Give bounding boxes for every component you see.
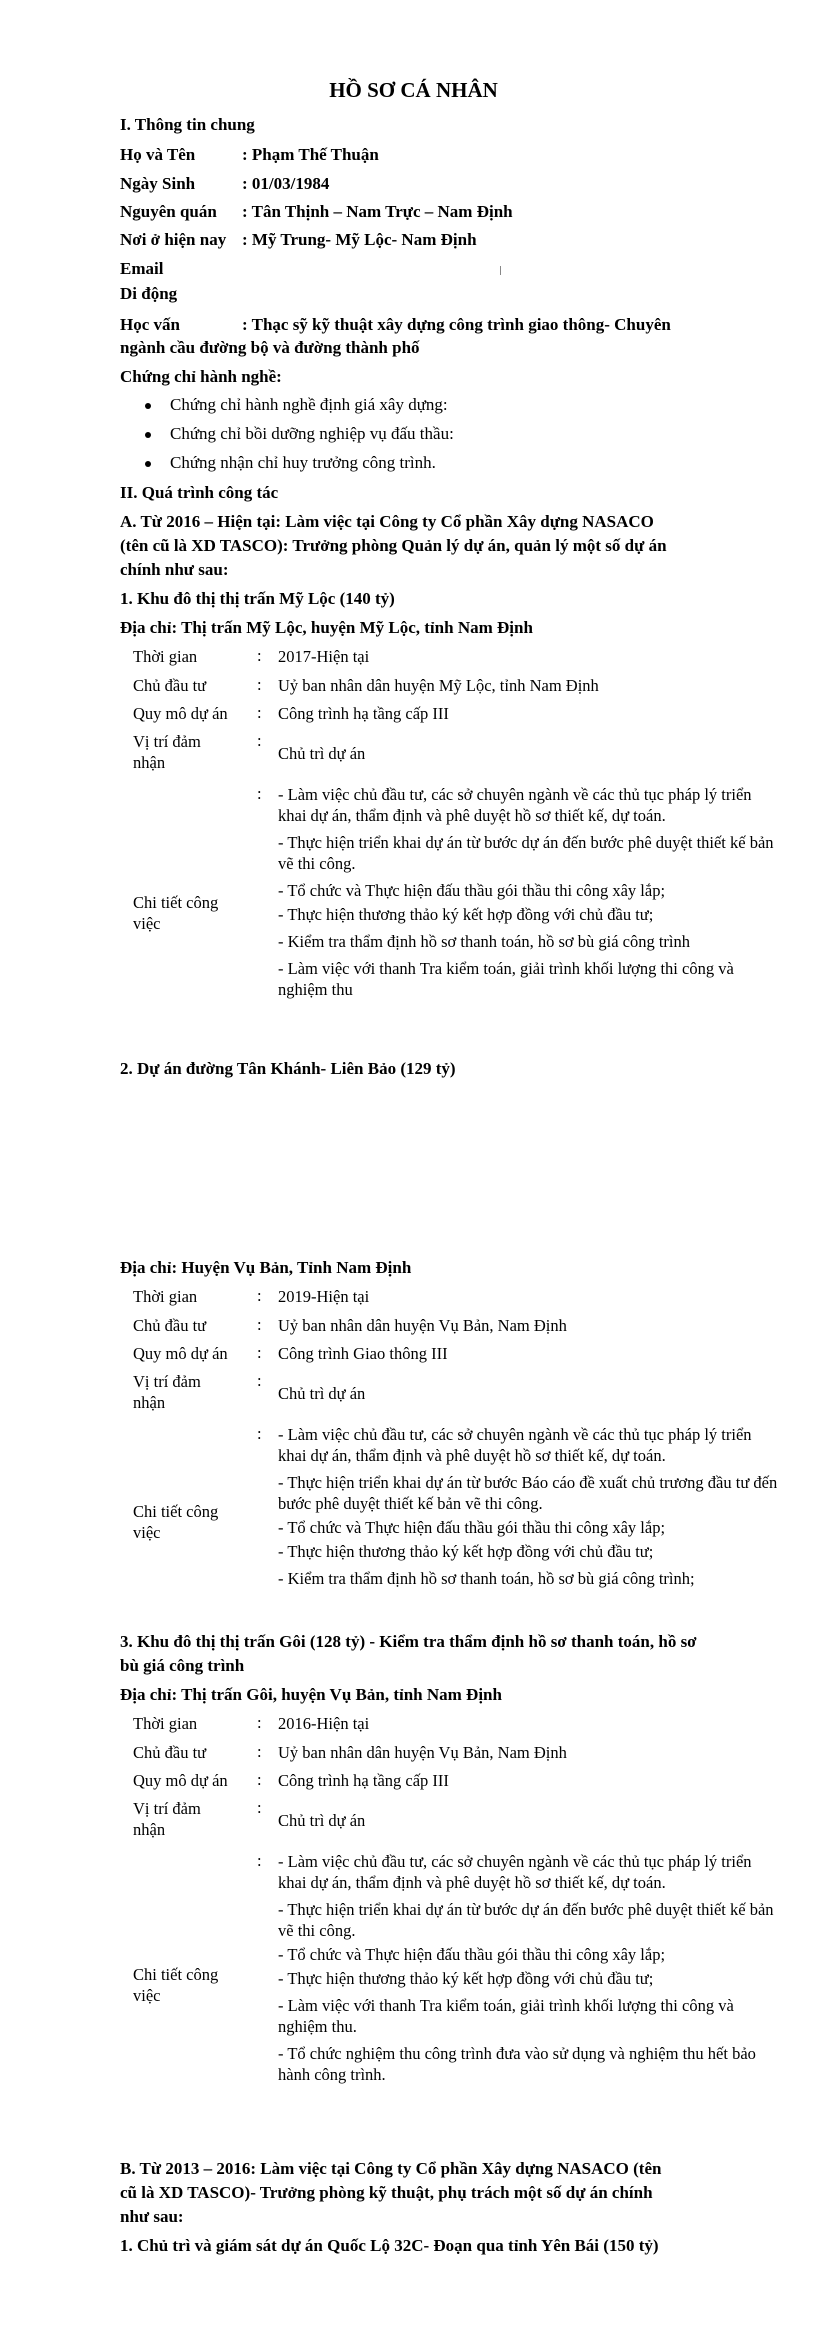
detail-list [278, 1424, 778, 1595]
part-b-line1: B. Từ 2013 – 2016: Làm việc tại Công ty Cổ phần Xây dựng NASACO (tên [120, 2159, 662, 2178]
part-b-line2: cũ là XD TASCO)- Trưởng phòng kỹ thuật, phụ trách một số dự án chính [120, 2183, 653, 2202]
row-colon: : [257, 675, 262, 694]
cert-text: Chứng chỉ bồi dưỡng nghiệp vụ đấu thầu: [170, 424, 454, 443]
row-label: Quy mô dự án [133, 704, 228, 723]
part-b-project1-heading: 1. Chủ trì và giám sát dự án Quốc Lộ 32C- Đoạn qua tỉnh Yên Bái (150 tỷ) [120, 2236, 659, 2255]
row-value: 2016-Hiện tại [278, 1714, 370, 1733]
row-colon: : [257, 784, 262, 803]
row-label: việc [133, 1986, 161, 2005]
education-continued: ngành cầu đường bộ và đường thành phố [120, 338, 420, 357]
row-label: việc [133, 914, 161, 933]
list-item: - Tổ chức nghiệm thu công trình đưa vào sử dụng và nghiệm thu hết bảo hành công trình. [278, 2044, 756, 2084]
row-label: Chi tiết công [133, 1502, 219, 1521]
row-label: Vị trí đảm [133, 1799, 201, 1818]
row-label: việc [133, 1523, 161, 1542]
row-value: Chủ trì dự án [278, 744, 366, 763]
list-item: - Thực hiện thương thảo ký kết hợp đồng với chủ đầu tư; [278, 905, 654, 924]
page-title: HỒ SƠ CÁ NHÂN [329, 78, 498, 102]
row-colon: : [257, 703, 262, 722]
row-value: Uỷ ban nhân dân huyện Mỹ Lộc, tỉnh Nam Định [278, 676, 599, 695]
part-a-line2: (tên cũ là XD TASCO): Trưởng phòng Quản lý dự án, quản lý một số dự án [120, 536, 667, 555]
part-a-line1: A. Từ 2016 – Hiện tại: Làm việc tại Công ty Cổ phần Xây dựng NASACO [120, 512, 654, 531]
row-value: 2017-Hiện tại [278, 647, 370, 666]
row-label: Vị trí đảm [133, 1372, 201, 1391]
row-label: Quy mô dự án [133, 1771, 228, 1790]
cert-list [120, 394, 720, 481]
row-label: nhận [133, 753, 166, 772]
row-colon: : [257, 1851, 262, 1870]
list-item: - Thực hiện triển khai dự án từ bước Báo cáo đề xuất chủ trương đầu tư đến bước phê duyệt thiết kế bản vẽ thi công. [278, 1473, 778, 1513]
bullet-icon [145, 461, 151, 467]
row-colon: : [257, 1343, 262, 1362]
list-item: - Tổ chức và Thực hiện đấu thầu gói thầu thi công xây lắp; [278, 881, 666, 900]
info-label: Họ và Tên [120, 145, 196, 164]
row-colon: : [257, 1286, 262, 1305]
project2-address: Địa chỉ: Huyện Vụ Bản, Tỉnh Nam Định [120, 1258, 412, 1277]
project2-heading: 2. Dự án đường Tân Khánh- Liên Bảo (129 tỷ) [120, 1059, 456, 1078]
detail-list [278, 784, 778, 1006]
list-item: - Làm việc với thanh Tra kiểm toán, giải trình khối lượng thi công và nghiệm thu [278, 959, 734, 999]
row-label: Chủ đầu tư [133, 1316, 207, 1335]
project3-address: Địa chỉ: Thị trấn Gôi, huyện Vụ Bản, tỉnh Nam Định [120, 1685, 502, 1704]
cert-text: Chứng nhận chỉ huy trưởng công trình. [170, 453, 436, 472]
list-item: - Làm việc chủ đầu tư, các sở chuyên ngành về các thủ tục pháp lý triển khai dự án, thẩm định và phê duyệt hồ sơ thiết kế, dự toán. [278, 785, 752, 825]
row-label: Chi tiết công [133, 1965, 219, 1984]
list-item: - Làm việc chủ đầu tư, các sở chuyên ngành về các thủ tục pháp lý triển khai dự án, thẩm định và phê duyệt hồ sơ thiết kế, dự toán. [278, 1852, 752, 1892]
row-value: Chủ trì dự án [278, 1811, 366, 1830]
row-colon: : [257, 1798, 262, 1817]
row-label: Chi tiết công [133, 893, 219, 912]
row-label: Thời gian [133, 1287, 198, 1306]
row-label: Vị trí đảm [133, 732, 201, 751]
cert-text: Chứng chỉ hành nghề định giá xây dựng: [170, 395, 448, 414]
project1-heading: 1. Khu đô thị thị trấn Mỹ Lộc (140 tỷ) [120, 589, 395, 608]
row-label: nhận [133, 1820, 166, 1839]
section-work-history: II. Quá trình công tác [120, 483, 279, 502]
list-item: - Thực hiện thương thảo ký kết hợp đồng với chủ đầu tư; [278, 1969, 654, 1988]
list-item: - Làm việc với thanh Tra kiểm toán, giải trình khối lượng thi công và nghiệm thu. [278, 1996, 734, 2036]
row-colon: : [257, 1770, 262, 1789]
row-value: Công trình hạ tầng cấp III [278, 1771, 449, 1790]
project3-heading-line2: bù giá công trình [120, 1656, 245, 1675]
row-value: 2019-Hiện tại [278, 1287, 370, 1306]
list-item: - Kiểm tra thẩm định hồ sơ thanh toán, hồ sơ bù giá công trình; [278, 1569, 695, 1588]
row-value: Công trình Giao thông III [278, 1344, 448, 1363]
info-value: : 01/03/1984 [242, 174, 330, 193]
bullet-icon [145, 403, 151, 409]
info-label: Nơi ở hiện nay [120, 230, 227, 249]
part-b-line3: như sau: [120, 2207, 184, 2226]
list-item: - Thực hiện triển khai dự án từ bước dự án đến bước phê duyệt thiết kế bản vẽ thi công. [278, 1900, 774, 1940]
info-value: : Thạc sỹ kỹ thuật xây dựng công trình giao thông- Chuyên [242, 315, 671, 334]
info-label: Ngày Sinh [120, 174, 196, 193]
row-colon: : [257, 646, 262, 665]
list-item [120, 423, 720, 452]
row-colon: : [257, 1315, 262, 1334]
list-item [120, 452, 720, 481]
text-cursor [500, 266, 501, 275]
row-label: Thời gian [133, 647, 198, 666]
cert-heading: Chứng chỉ hành nghề: [120, 367, 282, 386]
project3-heading-line1: 3. Khu đô thị thị trấn Gôi (128 tỷ) - Kiểm tra thẩm định hồ sơ thanh toán, hồ sơ [120, 1632, 697, 1651]
row-label: Chủ đầu tư [133, 1743, 207, 1762]
list-item: - Kiểm tra thẩm định hồ sơ thanh toán, hồ sơ bù giá công trình [278, 932, 691, 951]
info-label: Nguyên quán [120, 202, 217, 221]
info-value: : Phạm Thế Thuận [242, 145, 379, 164]
row-label: Quy mô dự án [133, 1344, 228, 1363]
info-value: : Tân Thịnh – Nam Trực – Nam Định [242, 202, 513, 221]
list-item: - Thực hiện triển khai dự án từ bước dự án đến bước phê duyệt thiết kế bản vẽ thi công. [278, 833, 774, 873]
row-colon: : [257, 1742, 262, 1761]
row-label: Chủ đầu tư [133, 676, 207, 695]
detail-list [278, 1851, 778, 2091]
info-label: Di động [120, 284, 178, 303]
info-label: Email [120, 259, 164, 278]
row-colon: : [257, 731, 262, 750]
row-label: nhận [133, 1393, 166, 1412]
list-item: - Tổ chức và Thực hiện đấu thầu gói thầu thi công xây lắp; [278, 1518, 666, 1537]
row-value: Chủ trì dự án [278, 1384, 366, 1403]
row-colon: : [257, 1371, 262, 1390]
row-label: Thời gian [133, 1714, 198, 1733]
info-value: : Mỹ Trung- Mỹ Lộc- Nam Định [242, 230, 477, 249]
list-item: - Thực hiện thương thảo ký kết hợp đồng với chủ đầu tư; [278, 1542, 654, 1561]
bullet-icon [145, 432, 151, 438]
section-general-info: I. Thông tin chung [120, 115, 255, 134]
row-value: Công trình hạ tầng cấp III [278, 704, 449, 723]
project1-address: Địa chỉ: Thị trấn Mỹ Lộc, huyện Mỹ Lộc, tỉnh Nam Định [120, 618, 533, 637]
row-value: Uỷ ban nhân dân huyện Vụ Bản, Nam Định [278, 1743, 567, 1762]
row-colon: : [257, 1424, 262, 1443]
row-colon: : [257, 1713, 262, 1732]
part-a-line3: chính như sau: [120, 560, 229, 579]
row-value: Uỷ ban nhân dân huyện Vụ Bản, Nam Định [278, 1316, 567, 1335]
list-item [120, 394, 720, 423]
list-item: - Tổ chức và Thực hiện đấu thầu gói thầu thi công xây lắp; [278, 1945, 666, 1964]
list-item: - Làm việc chủ đầu tư, các sở chuyên ngành về các thủ tục pháp lý triển khai dự án, thẩm định và phê duyệt hồ sơ thiết kế, dự toán. [278, 1425, 752, 1465]
info-label: Học vấn [120, 315, 180, 334]
